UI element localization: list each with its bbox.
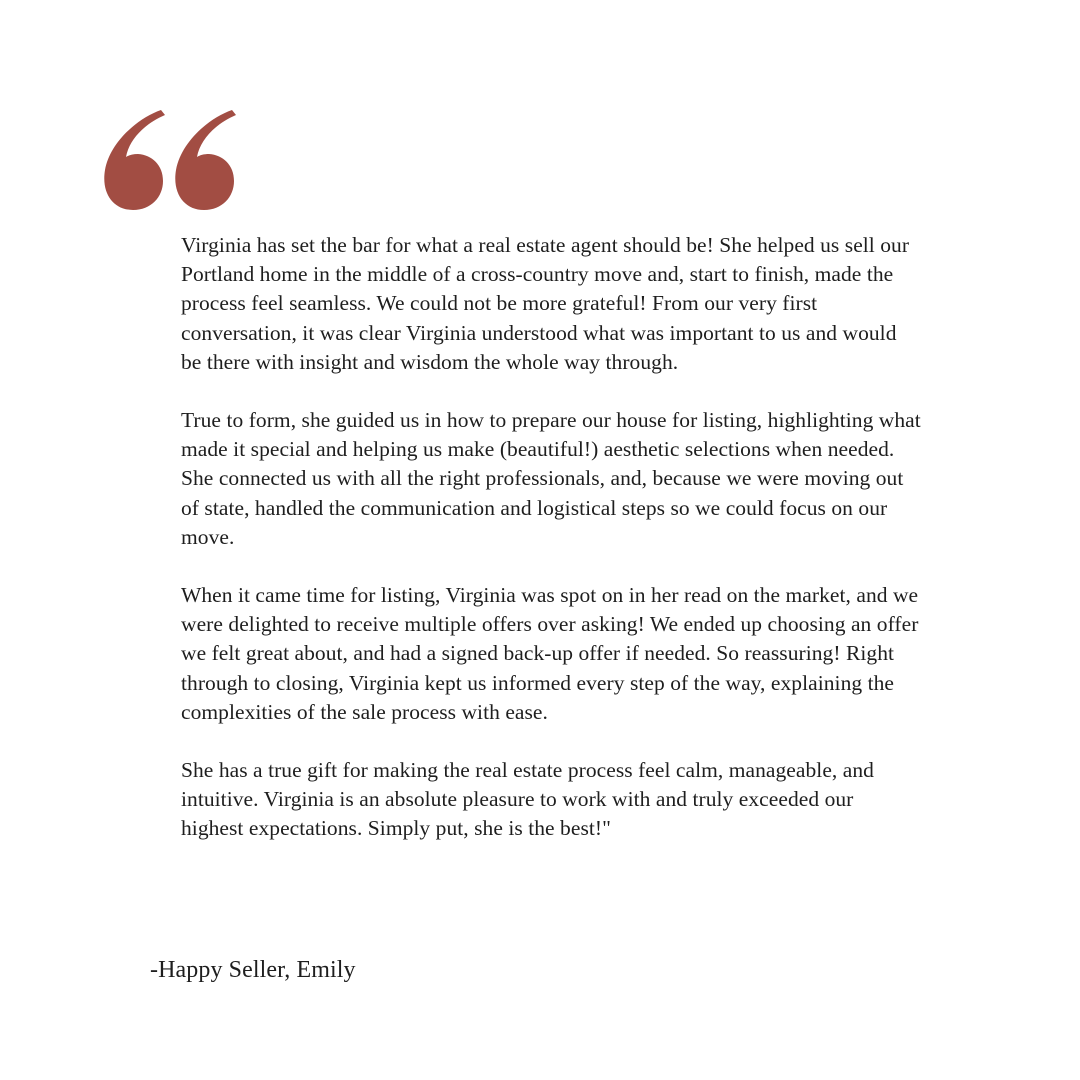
testimonial-paragraph: True to form, she guided us in how to prepare our house for listing, highlighting what made it special and helping us make (beautiful!) aesthetic selections when needed. She connected us with all the right professionals, and, because we were moving out of state, handled the communication and logistical steps so we could focus on our move. <box>181 408 921 549</box>
testimonial-paragraph: When it came time for listing, Virginia was spot on in her read on the market, and we were delighted to receive multiple offers over asking! We ended up choosing an offer we felt great about, and had a signed back-up offer if needed. So reassuring! Right through to closing, Virginia kept us informed every step of the way, explaining the complexities of the sale process with ease. <box>181 583 919 724</box>
testimonial-paragraph: Virginia has set the bar for what a real estate agent should be! She helped us sell our Portland home in the middle of a cross-country move and, start to finish, made the process feel seamless. We could not be more grateful! From our very first conversation, it was clear Virginia understood what was important to us and would be there with insight and wisdom the whole way through. <box>181 233 910 374</box>
quotation-mark-icon <box>102 104 242 212</box>
testimonial-signature: -Happy Seller, Emily <box>150 957 356 983</box>
testimonial-body <box>181 231 921 873</box>
testimonial-paragraph: She has a true gift for making the real estate process feel calm, manageable, and intuitive. Virginia is an absolute pleasure to work with and truly exceeded our highest expectations. Simply put, she is the best!" <box>181 758 874 841</box>
